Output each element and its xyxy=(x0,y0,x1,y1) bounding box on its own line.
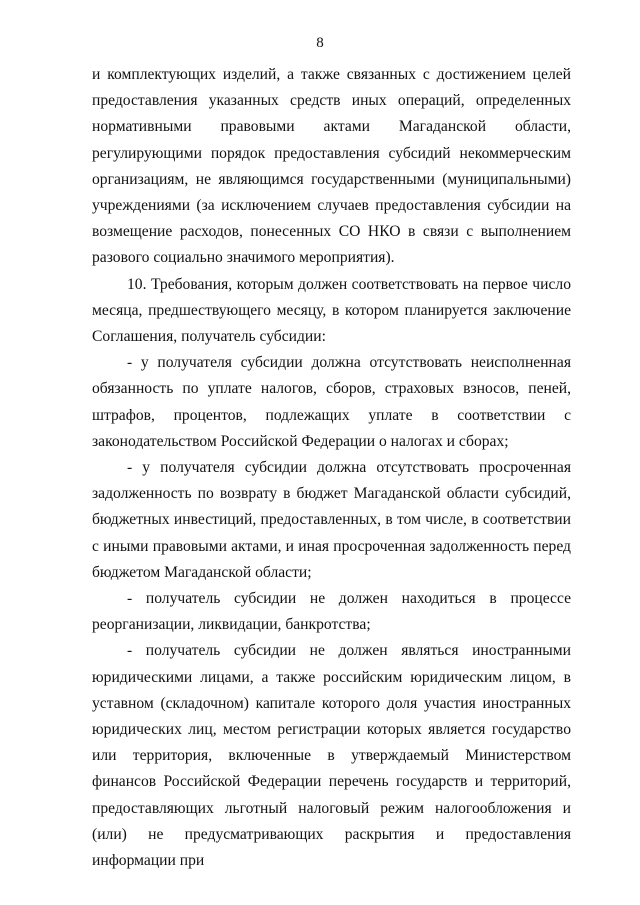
paragraph-reorganization: - получатель субсидии не должен находиться в процессе реорганизации, ликвидации, банкротства; xyxy=(92,590,571,634)
page-number: 8 xyxy=(316,35,324,51)
paragraph-foreign-entities: - получатель субсидии не должен являться иностранными юридическими лицами, а также российским юридическим лицом, в уставном (складочном) капитале которого доля участия иностранных юридических лиц, местом регистрации которых является государство или территория, включенные в утверждаемый Министерством финансов Российской Федерации перечень государств и территорий, предоставляющих льготный налоговый режим налогообложения и (или) не предусматривающих раскрытия и предоставления информации при xyxy=(92,642,571,870)
paragraph-tax-obligations: - у получателя субсидии должна отсутствовать неисполненная обязанность по уплате налогов, сборов, страховых взносов, пеней, штрафов, процентов, подлежащих уплате в соответствии с законодательством Российской Федерации о налогах и сборах; xyxy=(92,354,571,450)
paragraph-continuation: и комплектующих изделий, а также связанных с достижением целей предоставления указанных средств иных операций, определенных нормативными правовыми актами Магаданской области, регулирующими порядок предоставления субсидий некоммерческим организациям, не являющимся государственными (муниципальными) учреждениями (за исключением случаев предоставления субсидии на возмещение расходов, понесенных СО НКО в связи с выполнением разового социально значимого мероприятия). xyxy=(92,66,571,267)
paragraph-budget-debt: - у получателя субсидии должна отсутствовать просроченная задолженность по возврату в бюджет Магаданской области субсидий, бюджетных инвестиций, предоставленных, в том числе, в соответствии с иными правовыми актами, и иная просроченная задолженность перед бюджетом Магаданской области; xyxy=(92,459,571,581)
paragraph-requirements-10: 10. Требования, которым должен соответствовать на первое число месяца, предшествующего месяцу, в котором планируется заключение Соглашения, получатель субсидии: xyxy=(92,275,571,346)
document-body xyxy=(92,62,571,874)
